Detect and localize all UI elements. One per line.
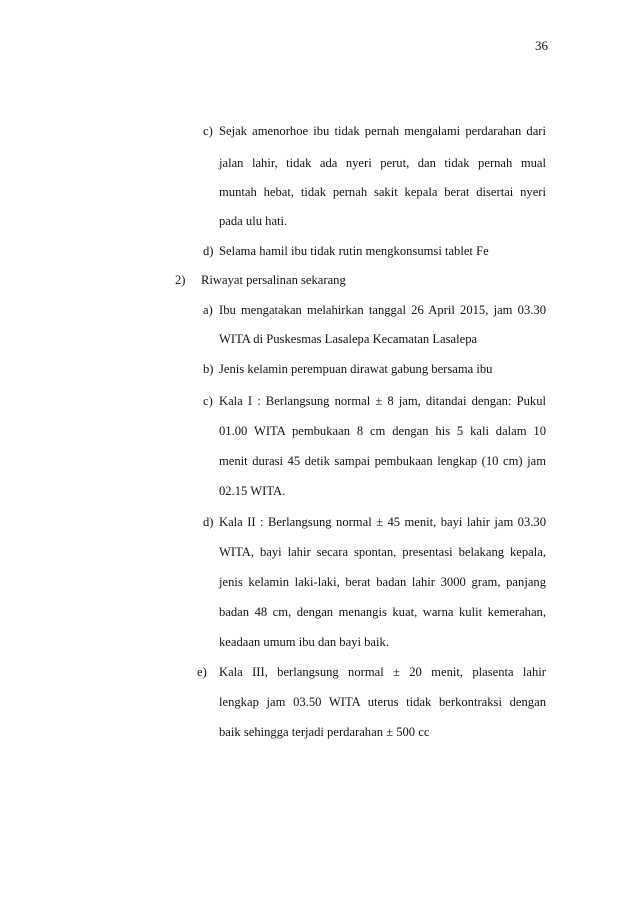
paragraph-line: WITA di Puskesmas Lasalepa Kecamatan Lasalepa (219, 332, 478, 346)
item-label-e: e) (197, 665, 207, 679)
item-label-a: a) (203, 303, 213, 317)
section-number: 2) (175, 273, 186, 287)
paragraph-line: jenis kelamin laki-laki, berat badan lahir 3000 gram, panjang (219, 575, 546, 589)
item-label-d-prev: d) (203, 244, 214, 258)
paragraph-line: Kala III, berlangsung normal ± 20 menit, plasenta lahir (219, 665, 546, 679)
paragraph-line: lengkap jam 03.50 WITA uterus tidak berkontraksi dengan (219, 695, 546, 709)
item-label-c: c) (203, 394, 213, 408)
paragraph-line: jalan lahir, tidak ada nyeri perut, dan tidak pernah mual (219, 156, 546, 170)
paragraph-line: 01.00 WITA pembukaan 8 cm dengan his 5 kali dalam 10 (219, 424, 546, 438)
page-number: 36 (535, 38, 548, 53)
item-label-b: b) (203, 362, 214, 376)
paragraph-line: Ibu mengatakan melahirkan tanggal 26 April 2015, jam 03.30 (219, 303, 546, 317)
paragraph-line: WITA, bayi lahir secara spontan, presentasi belakang kepala, (219, 545, 546, 559)
paragraph-line: Jenis kelamin perempuan dirawat gabung bersama ibu (219, 362, 493, 376)
paragraph-line: 02.15 WITA. (219, 484, 286, 498)
paragraph-line: keadaan umum ibu dan bayi baik. (219, 635, 389, 649)
paragraph-line: badan 48 cm, dengan menangis kuat, warna kulit kemerahan, (219, 605, 546, 619)
paragraph-line: Kala II : Berlangsung normal ± 45 menit, bayi lahir jam 03.30 (219, 515, 546, 529)
paragraph-line: Kala I : Berlangsung normal ± 8 jam, ditandai dengan: Pukul (219, 394, 546, 408)
paragraph-line: pada ulu hati. (219, 214, 288, 228)
paragraph-line: menit durasi 45 detik sampai pembukaan lengkap (10 cm) jam (219, 454, 546, 468)
section-heading: Riwayat persalinan sekarang (201, 273, 346, 287)
item-label-d: d) (203, 515, 214, 529)
paragraph-line: muntah hebat, tidak pernah sakit kepala berat disertai nyeri (219, 185, 546, 199)
item-label-c-prev: c) (203, 124, 213, 138)
paragraph-line: Sejak amenorhoe ibu tidak pernah mengalami perdarahan dari (219, 124, 546, 138)
paragraph-line: Selama hamil ibu tidak rutin mengkonsumsi tablet Fe (219, 244, 489, 258)
paragraph-line: baik sehingga terjadi perdarahan ± 500 cc (219, 725, 430, 739)
